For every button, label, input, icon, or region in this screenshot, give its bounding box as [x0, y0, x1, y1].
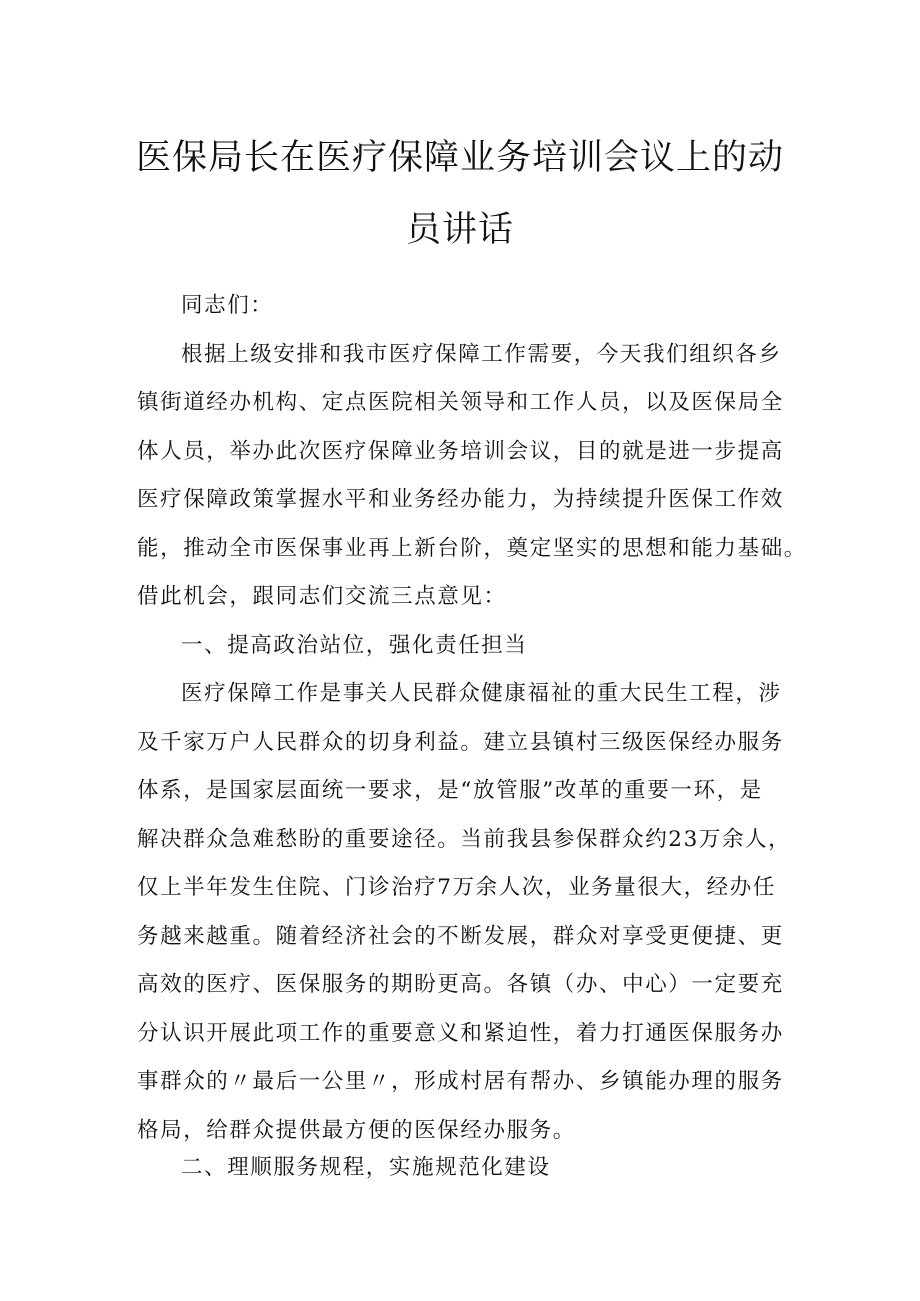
document-title-line-1: 医保局长在医疗保障业务培训会议上的动: [135, 138, 784, 178]
paragraph-line: 体人员，举办此次医疗保障业务培训会议，目的就是进一步提高: [137, 438, 784, 464]
paragraph-line: 务越来越重。随着经济社会的不断发展，群众对享受更便捷、更: [137, 923, 784, 949]
paragraph-1: [137, 331, 807, 622]
paragraph-line: 借此机会，跟同志们交流三点意见：: [137, 584, 507, 609]
paragraph-2: [137, 670, 797, 1155]
document-body: [137, 282, 807, 1155]
salutation: 同志们：: [181, 293, 274, 318]
section-heading-2: 二、理顺服务规程，实施规范化建设: [181, 1155, 551, 1180]
paragraph-line: 医疗保障工作是事关人民群众健康福祉的重大民生工程，涉: [181, 681, 782, 706]
paragraph-line: 高效的医疗、医保服务的期盼更高。各镇（办、中心）一定要充: [137, 972, 784, 997]
paragraph-line: 解决群众急难愁盼的重要途径。当前我县参保群众约23万余人，: [137, 826, 792, 852]
paragraph-line: 事群众的〃最后一公里〃，形成村居有帮办、乡镇能办理的服务: [137, 1069, 784, 1094]
paragraph-line: 仅上半年发生住院、门诊治疗7万余人次，业务量很大，经办任: [137, 875, 776, 900]
paragraph-line: 体系，是国家层面统一要求，是“放管服”改革的重要一环，是: [137, 778, 763, 803]
paragraph-line: 格局，给群众提供最方便的医保经办服务。: [137, 1117, 576, 1143]
paragraph-line: 根据上级安排和我市医疗保障工作需要，今天我们组织各乡: [181, 341, 782, 367]
paragraph-line: 镇街道经办机构、定点医院相关领导和工作人员，以及医保局全: [137, 390, 784, 415]
paragraph-line: 能，推动全市医保事业再上新台阶，奠定坚实的思想和能力基础。: [137, 535, 807, 561]
section-heading-1: 一、提高政治站位，强化责任担当: [181, 632, 528, 658]
paragraph-line: 及千家万户人民群众的切身利益。建立县镇村三级医保经办服务: [137, 729, 784, 755]
document-body-continued: [137, 1144, 797, 1193]
paragraph-line: 医疗保障政策掌握水平和业务经办能力，为持续提升医保工作效: [137, 487, 784, 512]
paragraph-line: 分认识开展此项工作的重要意义和紧迫性，着力打通医保服务办: [137, 1020, 784, 1046]
document-title-line-2: 员讲话: [405, 210, 514, 250]
